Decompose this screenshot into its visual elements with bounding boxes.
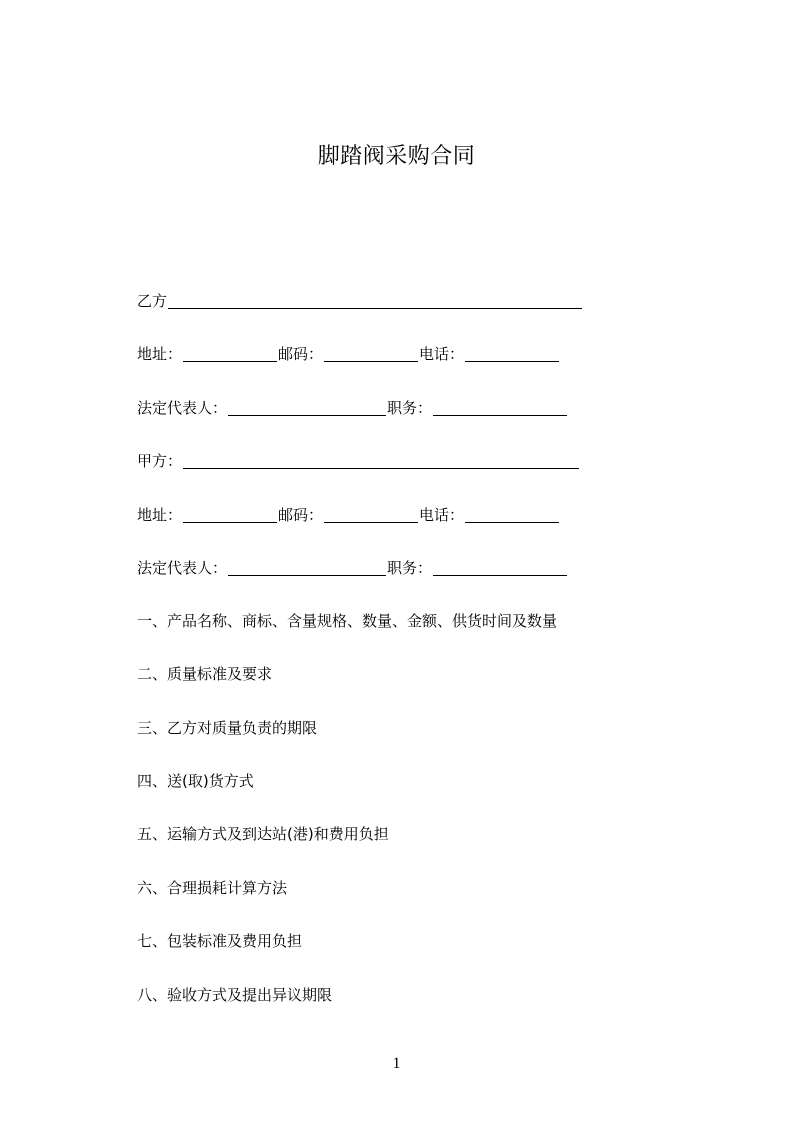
party-a-contact-line [137,505,560,525]
party-b-legal-rep-blank [228,399,386,416]
party-b-postcode-blank [324,345,418,362]
party-a-postcode-blank [324,506,418,523]
document-title: 脚踏阀采购合同 [317,144,476,169]
party-a-rep-line [137,558,568,578]
party-b-phone-label: 电话： [419,345,465,363]
section-heading-3: 三、乙方对质量负责的期限 [137,719,318,737]
party-b-position-label: 职务： [387,399,433,417]
party-a-legal-rep-label: 法定代表人： [137,559,228,577]
party-b-postcode-label: 邮码： [278,345,324,363]
party-a-address-label: 地址： [137,506,183,524]
party-a-phone-label: 电话： [419,506,465,524]
party-a-position-blank [433,559,567,576]
party-a-name-blank [183,452,579,469]
party-b-name-blank [168,292,582,309]
section-heading-6: 六、合理损耗计算方法 [137,879,288,897]
section-heading-8: 八、验收方式及提出异议期限 [137,986,333,1004]
party-b-contact-line [137,344,560,364]
party-b-address-label: 地址： [137,345,183,363]
party-a-address-blank [183,506,277,523]
party-b-label: 乙方 [137,292,168,310]
party-a-legal-rep-blank [228,559,386,576]
section-heading-1: 一、产品名称、商标、含量规格、数量、金额、供货时间及数量 [137,612,558,630]
section-heading-7: 七、包装标准及费用负担 [137,932,303,950]
party-b-address-blank [183,345,277,362]
page-number: 1 [392,1055,401,1072]
party-a-label: 甲方： [137,452,183,470]
section-heading-5: 五、运输方式及到达站(港)和费用负担 [137,825,389,843]
party-b-name-line [137,291,583,311]
party-a-postcode-label: 邮码： [278,506,324,524]
party-b-phone-blank [465,345,559,362]
party-a-position-label: 职务： [387,559,433,577]
party-a-phone-blank [465,506,559,523]
section-heading-4: 四、送(取)货方式 [137,772,254,790]
party-a-name-line [137,451,580,471]
party-b-position-blank [433,399,567,416]
section-heading-2: 二、质量标准及要求 [137,665,273,683]
party-b-rep-line [137,398,568,418]
party-b-legal-rep-label: 法定代表人： [137,399,228,417]
